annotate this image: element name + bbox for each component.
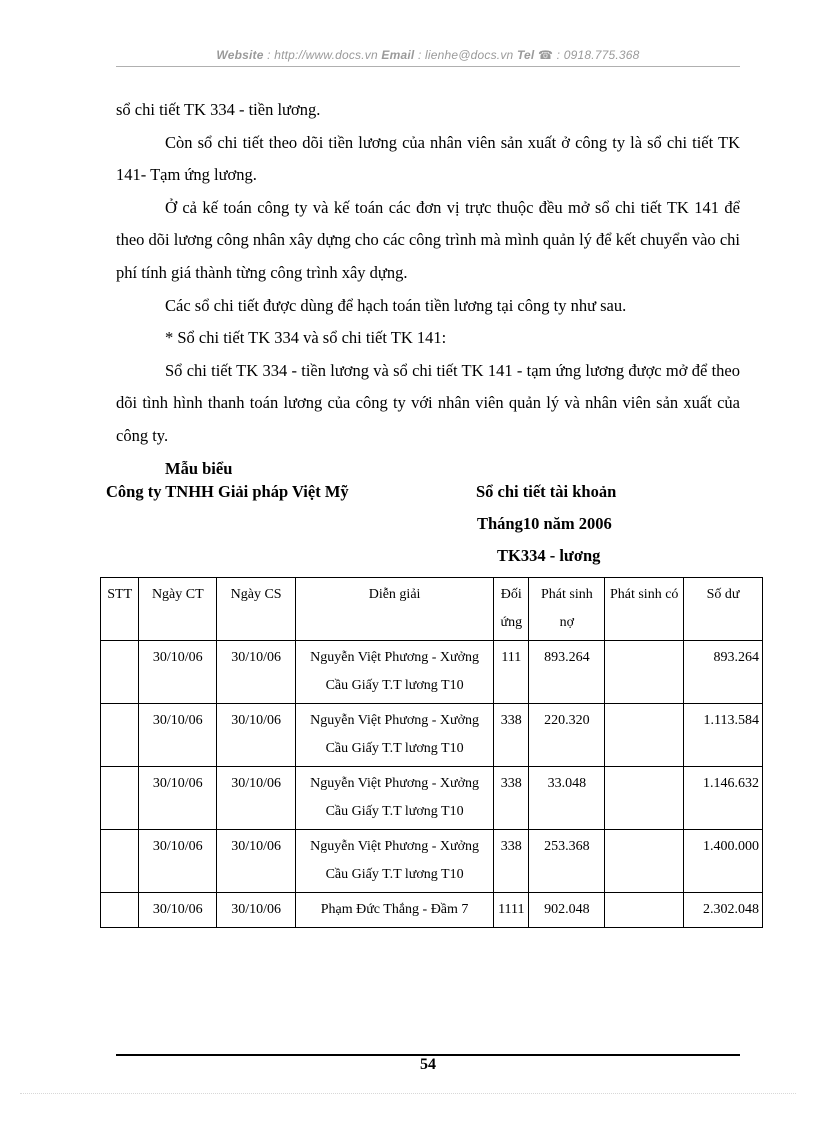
debit-cell: 902.048: [529, 893, 605, 928]
ct-date-cell: 30/10/06: [139, 830, 217, 893]
debit-cell: 220.320: [529, 704, 605, 767]
column-header: Ngày CS: [217, 578, 296, 641]
balance-cell: 1.113.584: [684, 704, 763, 767]
contra-account-cell: 111: [494, 641, 529, 704]
website-value: : http://www.docs.vn: [263, 48, 382, 62]
balance-cell: 2.302.048: [684, 893, 763, 928]
form-label: Mẫu biểu: [165, 458, 233, 478]
ct-date-cell: 30/10/06: [139, 893, 217, 928]
description-cell: Nguyễn Việt Phương - Xưởng Cầu Giấy T.T lương T10: [296, 641, 494, 704]
paragraph: Các sổ chi tiết được dùng để hạch toán tiền lương tại công ty như sau.: [165, 295, 627, 315]
description-cell: Nguyễn Việt Phương - Xưởng Cầu Giấy T.T lương T10: [296, 767, 494, 830]
debit-cell: 33.048: [529, 767, 605, 830]
stt-cell: [101, 704, 139, 767]
description-cell: Phạm Đức Thắng - Đầm 7: [296, 893, 494, 928]
table-row: [101, 704, 763, 767]
ledger-title: Sổ chi tiết tài khoản: [476, 482, 617, 501]
company-name: Công ty TNHH Giải pháp Việt Mỹ: [106, 482, 349, 501]
phone-icon: ☎: [537, 48, 554, 62]
ledger-table: [100, 577, 763, 928]
page-number: 54: [420, 1056, 436, 1073]
column-header: Diễn giải: [296, 578, 494, 641]
column-header: STT: [101, 578, 139, 641]
credit-cell: [605, 704, 684, 767]
stt-cell: [101, 893, 139, 928]
table-row: [101, 830, 763, 893]
table-row: [101, 641, 763, 704]
column-header: Số dư: [684, 578, 763, 641]
email-value: : lienhe@docs.vn: [414, 48, 517, 62]
contra-account-cell: 1111: [494, 893, 529, 928]
credit-cell: [605, 893, 684, 928]
column-header: Phát sinh nợ: [529, 578, 605, 641]
debit-cell: 253.368: [529, 830, 605, 893]
paragraph: * Sổ chi tiết TK 334 và sổ chi tiết TK 141:: [165, 328, 447, 348]
stt-cell: [101, 830, 139, 893]
balance-cell: 1.146.632: [684, 767, 763, 830]
credit-cell: [605, 767, 684, 830]
page-header: [116, 48, 740, 62]
table-header-row: [101, 578, 763, 641]
table-row: [101, 893, 763, 928]
website-label: Website: [216, 48, 264, 62]
cs-date-cell: 30/10/06: [217, 830, 296, 893]
body-text: [116, 94, 740, 485]
stt-cell: [101, 767, 139, 830]
tel-value: : 0918.775.368: [553, 48, 640, 62]
paragraph: Còn sổ chi tiết theo dõi tiền lương của nhân viên sản xuất ở công ty là sổ chi tiết TK 141- Tạm ứng lương.: [116, 132, 740, 185]
contra-account-cell: 338: [494, 830, 529, 893]
ct-date-cell: 30/10/06: [139, 767, 217, 830]
paragraph: Sổ chi tiết TK 334 - tiền lương và sổ chi tiết TK 141 - tạm ứng lương được mở để theo dõi tình hình thanh toán lương của công ty với nhân viên quản lý và nhân viên sản xuất của công ty.: [116, 360, 740, 445]
cs-date-cell: 30/10/06: [217, 641, 296, 704]
table-row: [101, 767, 763, 830]
contra-account-cell: 338: [494, 704, 529, 767]
paragraph: Ở cả kế toán công ty và kế toán các đơn vị trực thuộc đều mở sổ chi tiết TK 141 để theo dõi lương công nhân xây dựng cho các công trình mà mình quản lý để kết chuyển vào chi phí tính giá thành từng công trình xây dựng.: [116, 197, 740, 282]
cs-date-cell: 30/10/06: [217, 767, 296, 830]
header-divider: [116, 66, 740, 67]
cs-date-cell: 30/10/06: [217, 704, 296, 767]
ledger-account: TK334 - lương: [497, 546, 601, 565]
credit-cell: [605, 830, 684, 893]
column-header: Ngày CT: [139, 578, 217, 641]
ct-date-cell: 30/10/06: [139, 641, 217, 704]
description-cell: Nguyễn Việt Phương - Xưởng Cầu Giấy T.T lương T10: [296, 830, 494, 893]
balance-cell: 1.400.000: [684, 830, 763, 893]
cs-date-cell: 30/10/06: [217, 893, 296, 928]
balance-cell: 893.264: [684, 641, 763, 704]
column-header: Đối ứng: [494, 578, 529, 641]
page-bottom-border: [20, 1093, 796, 1094]
debit-cell: 893.264: [529, 641, 605, 704]
contra-account-cell: 338: [494, 767, 529, 830]
paragraph: sổ chi tiết TK 334 - tiền lương.: [116, 100, 321, 119]
ledger-month: Tháng10 năm 2006: [477, 514, 612, 533]
email-label: Email: [381, 48, 415, 62]
ct-date-cell: 30/10/06: [139, 704, 217, 767]
column-header: Phát sinh có: [605, 578, 684, 641]
description-cell: Nguyễn Việt Phương - Xưởng Cầu Giấy T.T lương T10: [296, 704, 494, 767]
tel-label: Tel: [516, 48, 535, 62]
stt-cell: [101, 641, 139, 704]
credit-cell: [605, 641, 684, 704]
